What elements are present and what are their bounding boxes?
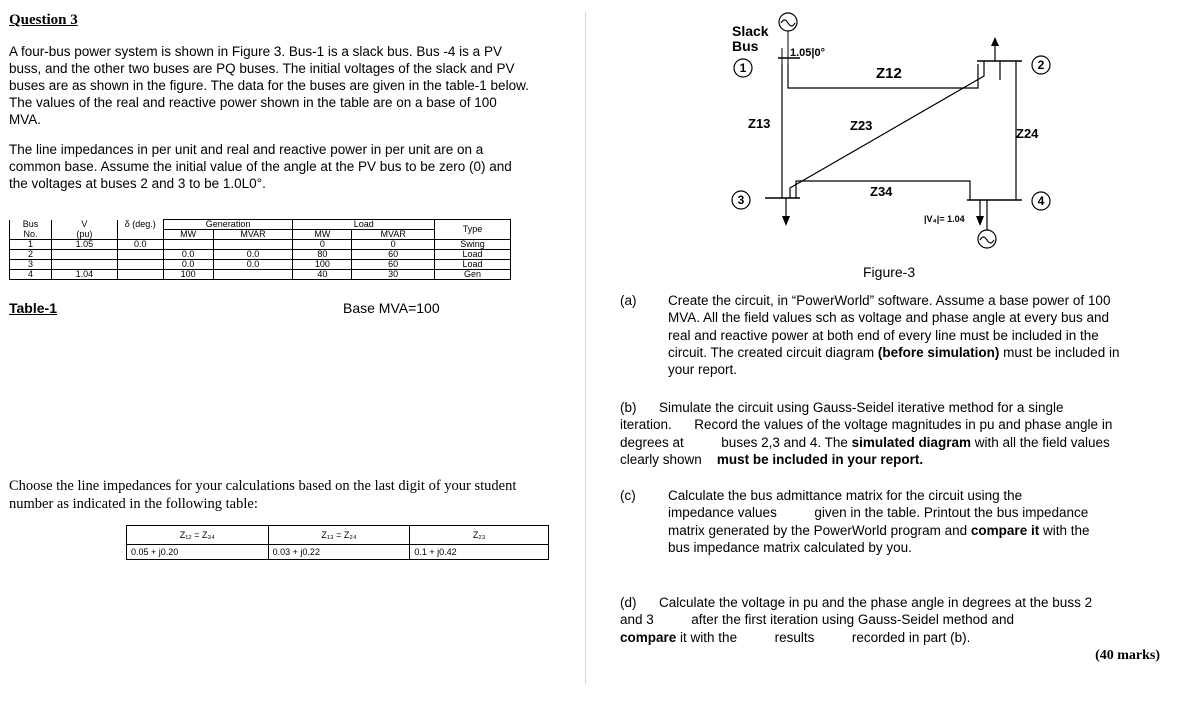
choose-impedance-text: Choose the line impedances for your calculations based on the last digit of your student number as indicated in the following table: [9, 478, 517, 512]
table-row: 4 1.04 100 40 30 Gen [10, 270, 511, 280]
header-gen-mw: MW [163, 230, 213, 240]
header-bus: Bus [10, 220, 52, 230]
z13-label: Z13 [748, 116, 771, 131]
header-delta: δ (deg.) [117, 220, 163, 230]
four-bus-diagram [700, 8, 1080, 268]
impedance-value: 0.03 + j0.22 [268, 545, 410, 560]
column-divider [585, 12, 586, 684]
impedance-value: 0.1 + j0.42 [410, 545, 549, 560]
bus-4-number: 4 [1037, 194, 1045, 208]
header-generation: Generation [163, 220, 293, 230]
header-load: Load [293, 220, 435, 230]
header-v: V [51, 220, 117, 230]
bus-3-number: 3 [737, 193, 745, 207]
v1-label: 1.05|0° [790, 47, 826, 59]
header-load-mw: MW [293, 230, 352, 240]
impedance-header: Z₂₃ [410, 526, 549, 545]
load-3-arrow-icon [782, 216, 790, 226]
part-c: (c) Calculate the bus admittance matrix for the circuit using the impedance values given in the table. Printout the bus impedance matrix generated by the PowerWorld program and compare it with the bus impedance matrix calculated by you. [620, 488, 1094, 555]
bus-2-number: 2 [1037, 58, 1045, 72]
impedance-note-paragraph: The line impedances in per unit and real and reactive power in per unit are on a common base. Assume the initial value of the angle at the PV bus to be zero (0) and the voltages at buses 2 and 3 to be 1.0L0°. [9, 142, 512, 191]
load-4-arrow-icon [976, 216, 984, 226]
bus-label: Bus [732, 38, 759, 54]
bus-1-number: 1 [739, 61, 747, 75]
part-d: (d) Calculate the voltage in pu and the phase angle in degrees at the buss 2 and 3 after the first iteration using Gauss-Seidel method and compare it with the results recorded in part (b). [620, 595, 1096, 645]
figure-caption: Figure-3 [863, 264, 916, 280]
header-pu: (pu) [51, 230, 117, 240]
intro-paragraph: A four-bus power system is shown in Figure 3. Bus-1 is a slack bus. Bus -4 is a PV buss, and the other two buses are PQ buses. The initial voltages of the slack and PV buses are as shown in the figure. The data for the buses are given in the table-1 below. The values of the real and reactive power shown in the table are on a base of 100 MVA. [9, 44, 529, 127]
impedance-header: Z₁₃ = Z₂₄ [268, 526, 410, 545]
z34-label: Z34 [870, 184, 893, 199]
z24-label: Z24 [1016, 126, 1039, 141]
impedance-header: Z₁₂ = Z₃₄ [127, 526, 269, 545]
header-gen-mvar: MVAR [213, 230, 293, 240]
question-title: Question 3 [9, 12, 78, 28]
table1-caption: Table-1 [9, 300, 57, 316]
table-row: 1 1.05 0.0 0 0 Swing [10, 240, 511, 250]
up-arrow-icon [991, 37, 999, 46]
marks-label: (40 marks) [1095, 648, 1160, 663]
table-row: 2 0.0 0.0 80 60 Load [10, 250, 511, 260]
impedance-value: 0.05 + j0.20 [127, 545, 269, 560]
header-type: Type [435, 220, 511, 240]
table-row: 3 0.0 0.0 100 60 Load [10, 260, 511, 270]
header-no: No. [10, 230, 52, 240]
part-b: (b) Simulate the circuit using Gauss-Seidel iterative method for a single iteration. Record the values of the voltage magnitudes in pu and phase angle in degrees at buses 2,3 and 4. The simulated diagram with all the field values clearly shown must be included in your report. [620, 400, 1117, 467]
base-mva-note: Base MVA=100 [343, 300, 440, 316]
v4-label: |V₄|= 1.04 [924, 214, 965, 224]
slack-label: Slack [732, 23, 769, 39]
part-a: (a) Create the circuit, in “PowerWorld” software. Assume a base power of 100 MVA. All the field values sch as voltage and phase angle at every bus and real and reactive power at both end of every line must be included in the circuit. The created circuit diagram (before simulation) must be included in your report. [620, 293, 1120, 378]
header-load-mvar: MVAR [352, 230, 435, 240]
bus-data-table [9, 219, 511, 280]
z12-label: Z12 [876, 65, 902, 82]
impedance-table [126, 525, 549, 560]
z23-label: Z23 [850, 118, 873, 133]
